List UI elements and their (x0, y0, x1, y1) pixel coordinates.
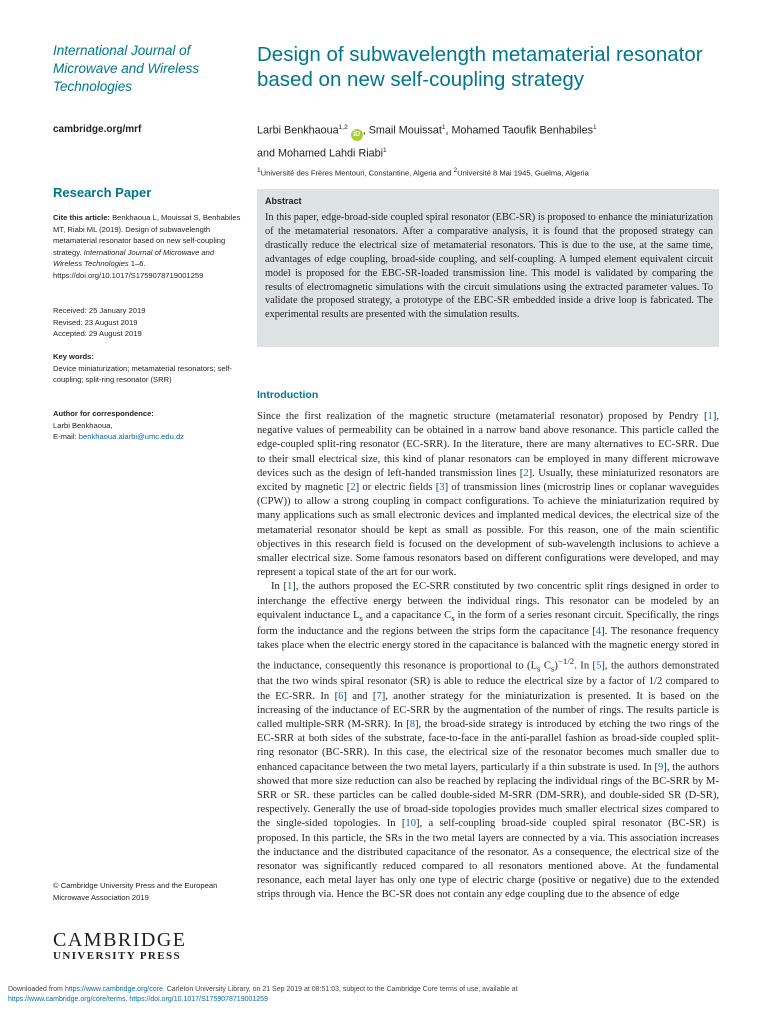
cite-journal: International Journal of Microwave and Wireless Technologies (53, 247, 215, 268)
affiliations (257, 167, 727, 178)
received-date: Received: 25 January 2019 (53, 306, 146, 315)
paragraph-1 (257, 410, 719, 580)
cite-text: Benkhaoua L, Mouissat S, Benhabiles MT, Riabi ML (2019). Design of subwavelength metamaterial resonator based on new self-coupling strategy. (53, 213, 241, 257)
abstract-box (257, 189, 719, 347)
author-1-affil: 1,2 (338, 124, 348, 131)
reference-link[interactable]: 9 (658, 761, 664, 773)
publisher-logo (53, 930, 203, 963)
author-1: Larbi Benkhaoua (257, 124, 339, 137)
text-run: ) (554, 660, 558, 672)
reference-link[interactable]: 4 (595, 626, 602, 638)
text-run: ] or electric fields [ (355, 482, 440, 494)
reference-link[interactable]: 1 (707, 411, 713, 422)
email-label: E-mail: (53, 432, 79, 441)
subscript: s (537, 663, 541, 674)
body-text (257, 410, 719, 903)
paragraph-2 (257, 580, 719, 902)
affil-2: Université 8 Mai 1945, Guelma, Algeria (457, 168, 589, 178)
author-2-affil: 1 (441, 124, 446, 131)
reference-link[interactable]: 2 (350, 482, 356, 494)
publisher-logo-line2: UNIVERSITY PRESS (53, 950, 182, 962)
journal-url[interactable]: cambridge.org/mrf (53, 124, 142, 135)
abstract-heading: Abstract (265, 196, 302, 206)
author-4-affil: 1 (383, 146, 387, 154)
reference-link[interactable]: 10 (405, 818, 417, 830)
email-link[interactable]: benkhaoua.alarbi@umc.edu.dz (78, 432, 184, 441)
dates-block (53, 305, 243, 340)
publisher-logo-line1: CAMBRIDGE (53, 929, 187, 951)
author-4: and Mohamed Lahdi Riabi (257, 147, 384, 160)
introduction-heading: Introduction (257, 389, 319, 401)
text-run: ], the authors demonstrated that the two winds spiral resonator (SR) is able to reduce the electrical size by a factor of 1/2 compared to the EC-SRR. In [ (257, 660, 719, 702)
text-run: ]. The resonance frequency takes place when the electric energy stored in the capacitance is balanced with the magnetic energy stored in the inductance, consequently this resonance is proportional to (L (257, 626, 719, 672)
keywords-text: Device miniaturization; metamaterial resonators; self-coupling; split-ring resonator (SRR) (53, 363, 232, 384)
text-run: ], negative values of permeability can be obtained in a narrow band above resonance. This particle called the edge-coupled split-ring resonator (EC-SRR). In the literature, there are many alternatives to EC-SRR. Due to their small electrical size, this kind of planar resonators can be employed in many different microwave devices such as the design of left-handed transmission lines [ (257, 411, 719, 479)
superscript: −1/2 (557, 655, 575, 666)
copyright-notice: © Cambridge University Press and the European Microwave Association 2019 (53, 881, 218, 902)
reference-link[interactable]: 7 (376, 690, 382, 702)
reference-link[interactable]: 6 (338, 690, 344, 702)
text-run: ] of transmission lines (microstrip lines or coplanar waveguides (CPW)) to allow a strong coupling in compact configurations. To achieve the miniaturization required by many applications such as small electronic devices and implanted medical devices, the electrical size of the metamaterial resonator should be kept as small as possible. For this reason, one of the main scientific objectives in this research field is focused on the development of sub-wavelength inclusions to achieve a smaller electrical size. Some famous resonators based on different configurations were developed, and may represent a topical state of the art for our work. (257, 482, 719, 579)
affil-1-mark: 1 (257, 167, 261, 174)
footer-text: . (125, 996, 130, 1003)
subscript: s (359, 612, 363, 623)
revised-date: Revised: 23 August 2019 (53, 317, 138, 327)
reference-link[interactable]: 8 (409, 719, 416, 731)
text-run: ], another strategy for the miniaturization is presented. It is based on the increasing of the inductance of EC-SRR by the augmentation of the number of rings. The results particle is called multiple-SRR (M-SRR). In [ (257, 690, 719, 731)
author-2: , Smail Mouissat (362, 124, 442, 137)
correspondence-name: Larbi Benkhaoua, (53, 420, 113, 430)
download-footer (8, 985, 748, 1005)
reference-link[interactable]: 3 (439, 482, 445, 494)
text-run: Since the first realization of the magnetic structure (metamaterial resonator) proposed by Pendry [ (257, 411, 708, 422)
author-3: , Mohamed Taoufik Benhabiles (445, 124, 593, 137)
text-run: and a capacitance C (362, 609, 452, 621)
affil-2-mark: 2 (453, 167, 458, 174)
text-run: ], the authors proposed the EC-SRR constituted by two concentric split rings designed in order to interchange the effective energy between the individual rings. This resonator can be modeled by an equivalent inductance L (257, 581, 719, 621)
keywords-label: Key words: (53, 352, 94, 361)
text-run: ]. Usually, these miniaturized resonators are excited by magnetic [ (257, 467, 719, 494)
journal-name: International Journal of Microwave and Wireless Technologies (53, 43, 200, 94)
text-run: . In [ (574, 660, 597, 672)
reference-link[interactable]: 5 (596, 660, 602, 672)
footer-core-link[interactable]: https://www.cambridge.org/core (64, 986, 163, 993)
affil-1: Université des Frères Mentouri, Constantine, Algeria and (260, 168, 454, 178)
text-run: ], the broad-side strategy is introduced by etching the two rings of the EC-SRR at both sides of the substrate, face-to-face in the anti-parallel fashion as broad-side coupled split-ring resonator (BC-SRR). In this case, the electrical size of the resonator becomes much smaller due to enhanced capacitance between the two metal layers, particularly if a thin substrate is used. In [ (257, 719, 719, 773)
orcid-icon[interactable]: iD (351, 129, 363, 141)
text-run: ], the authors showed that more size reduction can also be reached by replacing the individual rings of the BC-SRR by M-SRR or SR. these particles can be called double-sided M-SRR (DM-SRR), and double-sided SR (D-SR), respectively. Generally the use of broad-side topologies provides much smaller electrical sizes compared to the single-sided topologies. In [ (257, 761, 719, 830)
footer-terms-link[interactable]: https://www.cambridge.org/core/terms (8, 996, 126, 1003)
paper-title: Design of subwavelength metamaterial resonator based on new self-coupling strategy (257, 43, 703, 91)
text-run: C (540, 660, 551, 672)
abstract-text: In this paper, edge-broad-side coupled spiral resonator (EBC-SR) is proposed to enhance the miniaturization of the metamaterial resonators. After a comparative analysis, it is found that the proposed strategy can drastically reduce the electrical size of metamaterial resonators. This is due to the use, at the same time, advantages of edge coupling, broad-side coupling, and self-coupling. A lumped element equivalent circuit model is proposed for the EBC-SR-loaded transmission line. This model is validated by comparing the results of electromagnetic simulations with the circuit simulations using the extracted parameter values. To validate the proposed strategy, a prototype of the EBC-SR embedded inside a drive loop is fabricated. The experimental results are presented with the simulation results. (265, 212, 713, 321)
reference-link[interactable]: 1 (287, 581, 293, 593)
paper-type: Research Paper (53, 185, 152, 200)
accepted-date: Accepted: 29 August 2019 (53, 329, 142, 338)
footer-text: Downloaded from (8, 986, 65, 993)
keywords-block (53, 351, 243, 386)
footer-doi-link[interactable]: https://doi.org/10.1017/S1759078719001259 (129, 996, 268, 1003)
cite-tail: 1–6. https://doi.org/10.1017/S1759078719001259 (53, 259, 204, 280)
subscript: s (451, 612, 455, 623)
reference-link[interactable]: 2 (523, 467, 529, 479)
subscript: s (550, 663, 555, 674)
correspondence-label: Author for correspondence: (53, 409, 154, 418)
text-run: ] and [ (343, 690, 377, 702)
citation-block (53, 212, 243, 281)
cite-label: Cite this article: (53, 213, 110, 222)
correspondence-block (53, 408, 243, 443)
text-run: in the form of a series resonant circuit. Specifically, the rings form the inductance and the regions between the strips form the capacitance [ (257, 609, 719, 638)
text-run: In [ (271, 581, 287, 593)
footer-text: . Carleton University Library, on 21 Sep 2019 at 08:51:03, subject to the Cambridge Core terms of use, available at (162, 986, 518, 993)
text-run: ], a self-coupling broad-side coupled spiral resonator (BC-SR) is proposed. In this particle, the SRs in the two metal layers are connected by a via. This association increases the inductance and the distributed capacitance of the resonator. As a consequence, the electrical size of the resonator was significantly reduced compared to all resonators mentioned above. At the fundamental resonance, each metal layer has only one type of electric charge (positive or negative) due to the extended strips through via. Hence the BC-SR does not contain any edge coupling due to the absence of edge (257, 818, 720, 901)
author-list (257, 118, 727, 163)
author-3-affil: 1 (592, 124, 597, 131)
